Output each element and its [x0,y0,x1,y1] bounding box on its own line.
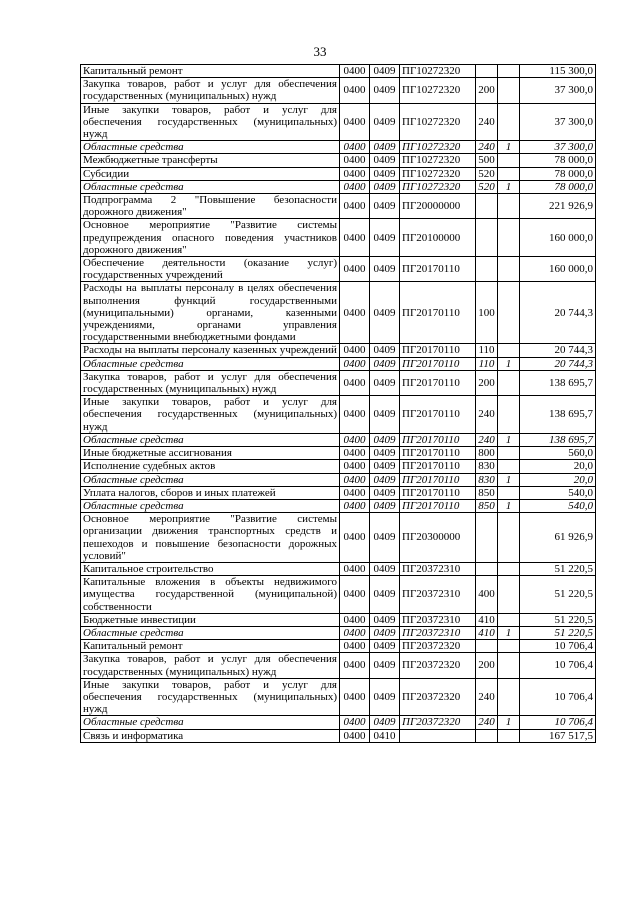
section-code: 0400 [340,65,370,78]
section-code: 0400 [340,219,370,257]
row-name: Иные закупки товаров, работ и услуг для обеспечения государственных (муниципальных) нужд [81,396,340,434]
funding-source-code [498,562,520,575]
section-code: 0400 [340,613,370,626]
row-name: Расходы на выплаты персоналу казенных учреждений [81,344,340,357]
table-row [81,103,596,141]
subsection-code: 0409 [370,370,400,395]
subsection-code: 0409 [370,154,400,167]
expense-type-code: 240 [476,141,498,154]
amount: 51 220,5 [520,562,596,575]
row-name: Субсидии [81,167,340,180]
target-article-code: ПГ10272320 [400,180,476,193]
expense-type-code: 240 [476,396,498,434]
expense-type-code: 850 [476,499,498,512]
table-row [81,433,596,446]
section-code: 0400 [340,486,370,499]
target-article-code: ПГ20300000 [400,513,476,563]
row-name: Связь и информатика [81,729,340,742]
subsection-code: 0409 [370,344,400,357]
target-article-code: ПГ20170110 [400,257,476,282]
target-article-code: ПГ20372310 [400,562,476,575]
table-row [81,180,596,193]
row-name: Межбюджетные трансферты [81,154,340,167]
target-article-code: ПГ10272320 [400,167,476,180]
section-code: 0400 [340,473,370,486]
subsection-code: 0409 [370,562,400,575]
subsection-code: 0409 [370,613,400,626]
subsection-code: 0409 [370,282,400,344]
row-name: Иные бюджетные ассигнования [81,447,340,460]
amount: 10 706,4 [520,653,596,678]
target-article-code: ПГ10272320 [400,103,476,141]
amount: 160 000,0 [520,219,596,257]
target-article-code: ПГ20170110 [400,344,476,357]
expense-type-code [476,257,498,282]
section-code: 0400 [340,396,370,434]
target-article-code: ПГ20372320 [400,678,476,716]
target-article-code: ПГ10272320 [400,78,476,103]
section-code: 0400 [340,447,370,460]
target-article-code: ПГ20170110 [400,396,476,434]
expense-type-code: 200 [476,78,498,103]
expense-type-code: 410 [476,613,498,626]
target-article-code: ПГ10272320 [400,65,476,78]
target-article-code: ПГ10272320 [400,154,476,167]
expense-type-code: 410 [476,626,498,639]
row-name: Областные средства [81,626,340,639]
subsection-code: 0409 [370,640,400,653]
funding-source-code [498,729,520,742]
table-row [81,460,596,473]
row-name: Иные закупки товаров, работ и услуг для обеспечения государственных (муниципальных) нужд [81,678,340,716]
target-article-code: ПГ20100000 [400,219,476,257]
amount: 138 695,7 [520,370,596,395]
table-row [81,499,596,512]
amount: 51 220,5 [520,576,596,614]
row-name: Иные закупки товаров, работ и услуг для обеспечения государственных (муниципальных) нужд [81,103,340,141]
section-code: 0400 [340,167,370,180]
expense-type-code: 200 [476,370,498,395]
row-name: Капитальное строительство [81,562,340,575]
expense-type-code [476,562,498,575]
row-name: Капитальный ремонт [81,640,340,653]
table-row [81,396,596,434]
row-name: Исполнение судебных актов [81,460,340,473]
table-row [81,370,596,395]
funding-source-code [498,78,520,103]
amount: 61 926,9 [520,513,596,563]
target-article-code: ПГ20372310 [400,576,476,614]
table-row [81,576,596,614]
amount: 20 744,3 [520,357,596,370]
subsection-code: 0409 [370,473,400,486]
funding-source-code [498,447,520,460]
page-number: 33 [313,44,327,59]
subsection-code: 0409 [370,678,400,716]
funding-source-code: 1 [498,473,520,486]
expense-type-code: 830 [476,473,498,486]
funding-source-code [498,613,520,626]
table-row [81,357,596,370]
funding-source-code [498,103,520,141]
budget-table-body [81,65,596,743]
amount: 37 300,0 [520,103,596,141]
section-code: 0400 [340,640,370,653]
amount: 138 695,7 [520,396,596,434]
expense-type-code: 110 [476,357,498,370]
target-article-code: ПГ20372320 [400,716,476,729]
subsection-code: 0409 [370,78,400,103]
amount: 51 220,5 [520,613,596,626]
section-code: 0400 [340,141,370,154]
row-name: Расходы на выплаты персоналу в целях обеспечения выполнения функций государственными (муниципальными) органами, казенными учреждениями, органами управления государственными внебюджетными фондами [81,282,340,344]
row-name: Областные средства [81,473,340,486]
target-article-code: ПГ10272320 [400,141,476,154]
expense-type-code [476,65,498,78]
section-code: 0400 [340,653,370,678]
amount: 78 000,0 [520,167,596,180]
amount: 20 744,3 [520,282,596,344]
expense-type-code: 100 [476,282,498,344]
subsection-code: 0409 [370,653,400,678]
subsection-code: 0409 [370,499,400,512]
section-code: 0400 [340,433,370,446]
section-code: 0400 [340,78,370,103]
subsection-code: 0409 [370,716,400,729]
amount: 540,0 [520,499,596,512]
expense-type-code [476,729,498,742]
funding-source-code [498,167,520,180]
subsection-code: 0409 [370,576,400,614]
subsection-code: 0409 [370,65,400,78]
target-article-code: ПГ20372320 [400,640,476,653]
subsection-code: 0409 [370,180,400,193]
target-article-code: ПГ20372320 [400,653,476,678]
funding-source-code [498,678,520,716]
funding-source-code: 1 [498,180,520,193]
amount: 20,0 [520,473,596,486]
funding-source-code [498,370,520,395]
table-row [81,167,596,180]
row-name: Областные средства [81,180,340,193]
table-row [81,613,596,626]
expense-type-code [476,640,498,653]
section-code: 0400 [340,103,370,141]
subsection-code: 0409 [370,194,400,219]
row-name: Областные средства [81,357,340,370]
section-code: 0400 [340,194,370,219]
table-row [81,473,596,486]
target-article-code: ПГ20170110 [400,433,476,446]
amount: 78 000,0 [520,180,596,193]
amount: 160 000,0 [520,257,596,282]
target-article-code: ПГ20372310 [400,626,476,639]
expense-type-code [476,513,498,563]
section-code: 0400 [340,460,370,473]
amount: 540,0 [520,486,596,499]
row-name: Закупка товаров, работ и услуг для обеспечения государственных (муниципальных) нужд [81,370,340,395]
table-row [81,729,596,742]
section-code: 0400 [340,513,370,563]
target-article-code: ПГ20170110 [400,473,476,486]
amount: 115 300,0 [520,65,596,78]
funding-source-code [498,653,520,678]
funding-source-code [498,460,520,473]
funding-source-code [498,154,520,167]
funding-source-code: 1 [498,433,520,446]
table-row [81,282,596,344]
row-name: Уплата налогов, сборов и иных платежей [81,486,340,499]
row-name: Закупка товаров, работ и услуг для обеспечения государственных (муниципальных) нужд [81,653,340,678]
table-row [81,257,596,282]
amount: 167 517,5 [520,729,596,742]
expense-type-code: 240 [476,678,498,716]
expense-type-code: 850 [476,486,498,499]
funding-source-code [498,396,520,434]
row-name: Областные средства [81,141,340,154]
subsection-code: 0409 [370,513,400,563]
expense-type-code: 110 [476,344,498,357]
table-row [81,219,596,257]
subsection-code: 0409 [370,141,400,154]
target-article-code: ПГ20170110 [400,460,476,473]
funding-source-code [498,640,520,653]
table-row [81,653,596,678]
table-row [81,678,596,716]
amount: 20,0 [520,460,596,473]
table-row [81,486,596,499]
amount: 37 300,0 [520,141,596,154]
funding-source-code [498,576,520,614]
subsection-code: 0409 [370,219,400,257]
row-name: Закупка товаров, работ и услуг для обеспечения государственных (муниципальных) нужд [81,78,340,103]
expense-type-code: 240 [476,433,498,446]
amount: 138 695,7 [520,433,596,446]
table-row [81,626,596,639]
amount: 10 706,4 [520,678,596,716]
target-article-code: ПГ20170110 [400,499,476,512]
section-code: 0400 [340,576,370,614]
funding-source-code [498,257,520,282]
expense-type-code: 200 [476,653,498,678]
table-row [81,154,596,167]
amount: 221 926,9 [520,194,596,219]
amount: 10 706,4 [520,640,596,653]
table-row [81,344,596,357]
amount: 560,0 [520,447,596,460]
target-article-code: ПГ20372310 [400,613,476,626]
target-article-code: ПГ20170110 [400,357,476,370]
section-code: 0400 [340,370,370,395]
section-code: 0400 [340,154,370,167]
funding-source-code: 1 [498,357,520,370]
expense-type-code: 830 [476,460,498,473]
funding-source-code [498,486,520,499]
section-code: 0400 [340,562,370,575]
funding-source-code: 1 [498,626,520,639]
row-name: Областные средства [81,716,340,729]
section-code: 0400 [340,180,370,193]
expense-type-code: 520 [476,167,498,180]
amount: 10 706,4 [520,716,596,729]
subsection-code: 0409 [370,396,400,434]
expense-type-code: 520 [476,180,498,193]
table-row [81,78,596,103]
expense-type-code: 800 [476,447,498,460]
expense-type-code: 240 [476,103,498,141]
target-article-code: ПГ20170110 [400,370,476,395]
expense-type-code [476,194,498,219]
funding-source-code: 1 [498,716,520,729]
row-name: Основное мероприятие "Развитие системы организации движения транспортных средств и пешеходов и повышение безопасности дорожных условий" [81,513,340,563]
amount: 51 220,5 [520,626,596,639]
section-code: 0400 [340,678,370,716]
table-row [81,716,596,729]
section-code: 0400 [340,282,370,344]
funding-source-code [498,344,520,357]
target-article-code: ПГ20170110 [400,282,476,344]
expense-type-code: 400 [476,576,498,614]
section-code: 0400 [340,716,370,729]
table-row [81,447,596,460]
subsection-code: 0409 [370,447,400,460]
table-row [81,65,596,78]
section-code: 0400 [340,729,370,742]
table-row [81,513,596,563]
row-name: Областные средства [81,499,340,512]
funding-source-code [498,219,520,257]
subsection-code: 0409 [370,433,400,446]
row-name: Капитальные вложения в объекты недвижимого имущества государственной (муниципальной) собственности [81,576,340,614]
row-name: Обеспечение деятельности (оказание услуг) государственных учреждений [81,257,340,282]
row-name: Бюджетные инвестиции [81,613,340,626]
section-code: 0400 [340,344,370,357]
row-name: Основное мероприятие "Развитие системы предупреждения опасного поведения участников дорожного движения" [81,219,340,257]
subsection-code: 0409 [370,167,400,180]
funding-source-code: 1 [498,141,520,154]
subsection-code: 0409 [370,257,400,282]
section-code: 0400 [340,257,370,282]
section-code: 0400 [340,357,370,370]
table-row [81,562,596,575]
budget-table [80,64,596,743]
subsection-code: 0410 [370,729,400,742]
target-article-code: ПГ20000000 [400,194,476,219]
target-article-code: ПГ20170110 [400,486,476,499]
funding-source-code: 1 [498,499,520,512]
amount: 78 000,0 [520,154,596,167]
subsection-code: 0409 [370,486,400,499]
table-row [81,194,596,219]
table-row [81,640,596,653]
section-code: 0400 [340,626,370,639]
subsection-code: 0409 [370,103,400,141]
funding-source-code [498,194,520,219]
target-article-code [400,729,476,742]
subsection-code: 0409 [370,626,400,639]
section-code: 0400 [340,499,370,512]
funding-source-code [498,65,520,78]
subsection-code: 0409 [370,460,400,473]
table-row [81,141,596,154]
amount: 20 744,3 [520,344,596,357]
target-article-code: ПГ20170110 [400,447,476,460]
subsection-code: 0409 [370,357,400,370]
expense-type-code [476,219,498,257]
amount: 37 300,0 [520,78,596,103]
expense-type-code: 240 [476,716,498,729]
row-name: Капитальный ремонт [81,65,340,78]
row-name: Областные средства [81,433,340,446]
funding-source-code [498,282,520,344]
funding-source-code [498,513,520,563]
row-name: Подпрограмма 2 "Повышение безопасности дорожного движения" [81,194,340,219]
expense-type-code: 500 [476,154,498,167]
